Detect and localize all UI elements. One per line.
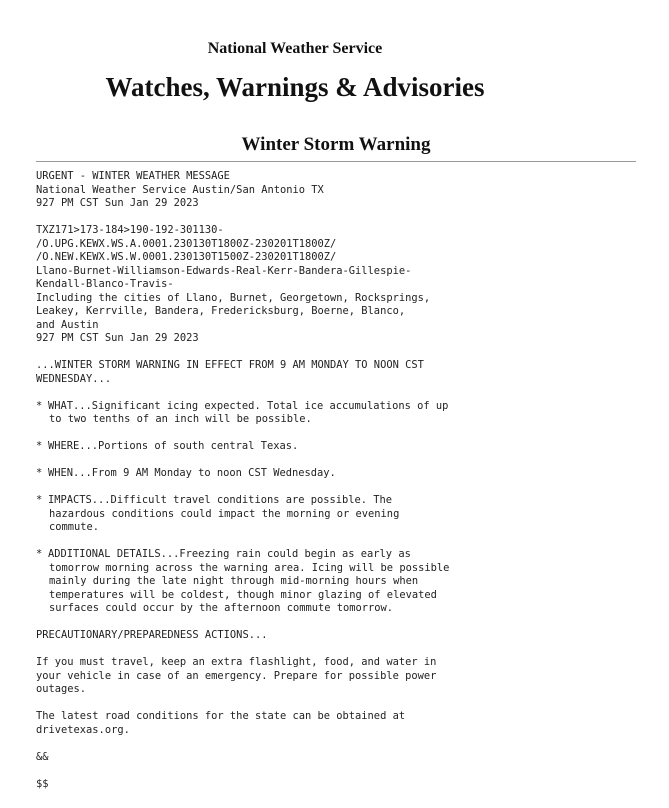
- preamble-line: URGENT - WINTER WEATHER MESSAGE: [36, 170, 230, 182]
- bullet-mark: *: [36, 440, 43, 452]
- bullet-mark: *: [36, 494, 43, 506]
- bullet-line: commute.: [49, 521, 100, 533]
- agency-name: National Weather Service: [207, 40, 383, 57]
- precautions-heading: PRECAUTIONARY/PREPAREDNESS ACTIONS...: [36, 629, 268, 641]
- preamble-line: National Weather Service Austin/San Antonio TX: [36, 183, 324, 196]
- bullet-additional-details: [36, 548, 636, 616]
- preamble-line: 927 PM CST Sun Jan 29 2023: [36, 197, 199, 209]
- page-title: Watches, Warnings & Advisories: [105, 72, 485, 102]
- bullet-mark: *: [36, 467, 43, 479]
- code-line: and Austin: [36, 318, 99, 331]
- code-line: Kendall-Blanco-Travis-: [36, 278, 174, 290]
- road-conditions-line: drivetexas.org.: [36, 723, 130, 736]
- bullet-line: mainly during the late night through mid-morning hours when: [49, 575, 419, 587]
- bullet-where: [36, 440, 636, 454]
- code-line: Including the cities of Llano, Burnet, Georgetown, Rocksprings,: [36, 291, 431, 304]
- precautions-line: If you must travel, keep an extra flashlight, food, and water in: [36, 656, 437, 668]
- bullet-line: to two tenths of an inch will be possible.: [49, 413, 312, 425]
- bullet-line: hazardous conditions could impact the morning or evening: [49, 507, 400, 520]
- headline-line: ...WINTER STORM WARNING IN EFFECT FROM 9 AM MONDAY TO NOON CST: [36, 359, 424, 371]
- divider: [36, 161, 636, 162]
- road-conditions-line: The latest road conditions for the state can be obtained at: [36, 710, 406, 722]
- precautions-line: your vehicle in case of an emergency. Prepare for possible power: [36, 669, 437, 682]
- precautions-line: outages.: [36, 683, 87, 695]
- bullet-line: tomorrow morning across the warning area. Icing will be possible: [49, 561, 450, 574]
- bullet-line: IMPACTS...Difficult travel conditions are possible. The: [48, 494, 393, 506]
- code-line: Leakey, Kerrville, Bandera, Fredericksburg, Boerne, Blanco,: [36, 305, 406, 317]
- bullet-when: [36, 467, 636, 481]
- bullet-what: [36, 400, 636, 427]
- precautions-text: [36, 656, 636, 697]
- code-line: Llano-Burnet-Williamson-Edwards-Real-Kerr-Bandera-Gillespie-: [36, 264, 412, 277]
- message-preamble: [36, 170, 636, 211]
- end-marker: &&: [36, 750, 49, 763]
- code-line: 927 PM CST Sun Jan 29 2023: [36, 332, 199, 344]
- headline: [36, 359, 636, 386]
- bullet-line: WHERE...Portions of south central Texas.: [48, 440, 299, 452]
- code-line: /O.UPG.KEWX.WS.A.0001.230130T1800Z-230201T1800Z/: [36, 237, 337, 250]
- end-marker: $$: [36, 777, 49, 790]
- code-line: TXZ171>173-184>190-192-301130-: [36, 224, 224, 236]
- bullet-line: WHEN...From 9 AM Monday to noon CST Wednesday.: [48, 467, 336, 479]
- section-title: Winter Storm Warning: [241, 134, 431, 155]
- bullet-mark: *: [36, 548, 43, 560]
- headline-line: WEDNESDAY...: [36, 372, 112, 385]
- warning-message: [36, 170, 636, 791]
- road-conditions-text: [36, 710, 636, 737]
- bullet-line: WHAT...Significant icing expected. Total ice accumulations of up: [48, 399, 449, 412]
- bullet-impacts: [36, 494, 636, 535]
- bullet-mark: *: [36, 399, 43, 412]
- bullet-line: surfaces could occur by the afternoon commute tomorrow.: [49, 602, 394, 614]
- bullet-line: temperatures will be coldest, though minor glazing of elevated: [49, 588, 437, 601]
- message-codes: [36, 224, 636, 346]
- code-line: /O.NEW.KEWX.WS.W.0001.230130T1500Z-230201T1800Z/: [36, 251, 337, 263]
- bullet-line: ADDITIONAL DETAILS...Freezing rain could begin as early as: [48, 548, 411, 560]
